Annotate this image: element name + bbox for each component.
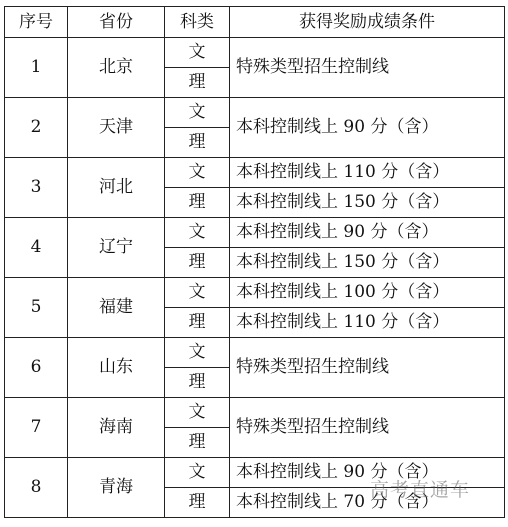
condition-cell: 本科控制线上 90 分（含） bbox=[230, 98, 505, 158]
condition-cell-science: 本科控制线上 70 分（含） bbox=[230, 488, 505, 518]
province-cell: 海南 bbox=[68, 398, 165, 458]
track-liberal: 文 bbox=[165, 98, 230, 128]
track-science: 理 bbox=[165, 368, 230, 398]
province-cell: 福建 bbox=[68, 278, 165, 338]
table-row bbox=[5, 398, 505, 428]
condition-cell-science: 本科控制线上 150 分（含） bbox=[230, 248, 505, 278]
condition-cell-science: 本科控制线上 150 分（含） bbox=[230, 188, 505, 218]
condition-cell-liberal: 本科控制线上 90 分（含） bbox=[230, 218, 505, 248]
province-cell: 天津 bbox=[68, 98, 165, 158]
track-liberal: 文 bbox=[165, 458, 230, 488]
row-number: 1 bbox=[5, 38, 68, 98]
track-science: 理 bbox=[165, 128, 230, 158]
row-number: 6 bbox=[5, 338, 68, 398]
condition-cell-liberal: 本科控制线上 90 分（含） bbox=[230, 458, 505, 488]
header-province: 省份 bbox=[68, 7, 165, 38]
track-liberal: 文 bbox=[165, 278, 230, 308]
condition-cell-liberal: 本科控制线上 110 分（含） bbox=[230, 158, 505, 188]
header-condition: 获得奖励成绩条件 bbox=[230, 7, 505, 38]
row-number: 8 bbox=[5, 458, 68, 518]
award-conditions-table bbox=[4, 6, 505, 518]
track-science: 理 bbox=[165, 188, 230, 218]
condition-cell: 特殊类型招生控制线 bbox=[230, 338, 505, 398]
track-science: 理 bbox=[165, 68, 230, 98]
track-liberal: 文 bbox=[165, 218, 230, 248]
province-cell: 辽宁 bbox=[68, 218, 165, 278]
row-number: 7 bbox=[5, 398, 68, 458]
table-row bbox=[5, 278, 505, 308]
province-cell: 青海 bbox=[68, 458, 165, 518]
track-liberal: 文 bbox=[165, 398, 230, 428]
track-science: 理 bbox=[165, 308, 230, 338]
track-science: 理 bbox=[165, 428, 230, 458]
header-track: 科类 bbox=[165, 7, 230, 38]
row-number: 5 bbox=[5, 278, 68, 338]
province-cell: 山东 bbox=[68, 338, 165, 398]
table-row bbox=[5, 218, 505, 248]
row-number: 2 bbox=[5, 98, 68, 158]
track-liberal: 文 bbox=[165, 158, 230, 188]
condition-cell-liberal: 本科控制线上 100 分（含） bbox=[230, 278, 505, 308]
row-number: 3 bbox=[5, 158, 68, 218]
header-no: 序号 bbox=[5, 7, 68, 38]
watermark: 高考直通车 bbox=[370, 479, 471, 501]
track-liberal: 文 bbox=[165, 38, 230, 68]
header-row bbox=[5, 7, 505, 38]
province-cell: 北京 bbox=[68, 38, 165, 98]
table-row bbox=[5, 38, 505, 68]
condition-cell: 特殊类型招生控制线 bbox=[230, 398, 505, 458]
table-row bbox=[5, 338, 505, 368]
row-number: 4 bbox=[5, 218, 68, 278]
condition-cell: 特殊类型招生控制线 bbox=[230, 38, 505, 98]
table-row bbox=[5, 98, 505, 128]
track-liberal: 文 bbox=[165, 338, 230, 368]
track-science: 理 bbox=[165, 488, 230, 518]
track-science: 理 bbox=[165, 248, 230, 278]
province-cell: 河北 bbox=[68, 158, 165, 218]
condition-cell-science: 本科控制线上 110 分（含） bbox=[230, 308, 505, 338]
table-row bbox=[5, 158, 505, 188]
